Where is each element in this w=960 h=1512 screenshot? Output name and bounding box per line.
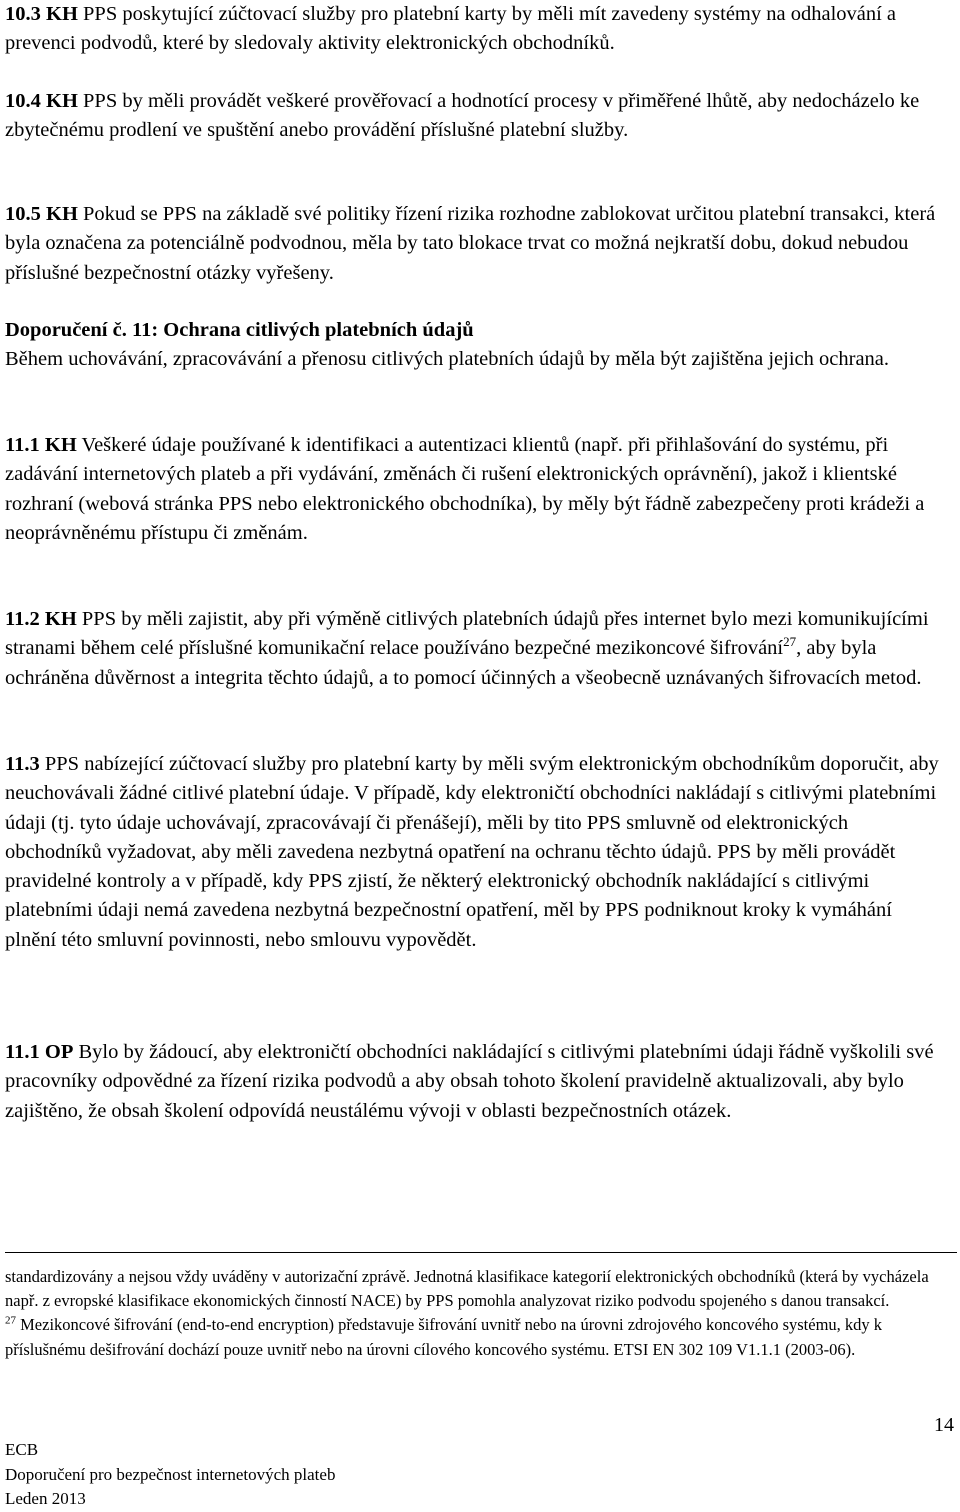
paragraph-text: Bylo by žádoucí, aby elektroničtí obchodníci nakládající s citlivými platebními údaji řádně vyškolili své pracovníky odpovědné za řízení rizika podvodů a aby obsah tohoto školení pravidelně aktualizovali, aby bylo zajištěno, že obsah školení odpovídá neustálému vývoji v oblasti bezpečnostních otázek. [5,1041,934,1122]
paragraph-text: PPS by měli zajistit, aby při výměně citlivých platebních údajů přes internet bylo mezi komunikujícími stranami během celé příslušné komunikační relace používáno bezpečné mezikoncové šifrování [5,608,929,660]
paragraph-10-3 [5,0,940,59]
paragraph-10-5 [5,200,940,288]
section-tag: OP [44,1041,74,1063]
section-number: 11.1 [5,434,40,456]
section-number: 10.3 [5,3,41,25]
paragraph-11-1-kh [5,431,940,548]
footer-date: Leden 2013 [5,1489,86,1508]
section-number: 11.3 [5,753,40,775]
section-tag: KH [46,203,78,225]
footnote-continuation: standardizovány a nejsou vždy uváděny v autorizační zprávě. Jednotná klasifikace kategorií elektronických obchodníků (která by vycházela např. z evropské klasifikace ekonomických činností NACE) by PPS pomohla analyzovat riziko podvodu spojeného s danou transakcí. [5,1267,929,1311]
paragraph-10-4 [5,87,940,146]
paragraph-11-2 [5,605,940,693]
recommendation-heading: Doporučení č. 11: Ochrana citlivých platebních údajů [5,319,474,341]
recommendation-11 [5,316,940,375]
paragraph-11-3 [5,750,940,955]
section-tag: KH [46,90,78,112]
page-number: 14 [934,1414,954,1436]
section-tag: KH [44,608,77,630]
section-number: 11.1 [5,1041,40,1063]
paragraph-text-continued: , aby byla ochráněna důvěrnost a integrita těchto údajů, a to pomocí účinných a všeobecně uznávaných šifrovacích metod. [5,637,922,689]
section-number: 10.4 [5,90,41,112]
paragraph-text: Pokud se PPS na základě své politiky řízení rizika rozhodne zablokovat určitou platební transakci, která byla označena za potenciálně podvodnou, měla by tato blokace trvat co možná nejkratší dobu, dokud nebudou příslušné bezpečnostní otázky vyřešeny. [5,203,936,284]
footnote-number: 27 [5,1314,16,1327]
footnotes [5,1265,950,1362]
page-footer [5,1438,335,1512]
recommendation-text: Během uchovávání, zpracovávání a přenosu citlivých platebních údajů by měla být zajištěna jejich ochrana. [5,348,890,371]
paragraph-11-1-op [5,1038,940,1126]
section-number: 11.2 [5,608,40,630]
section-tag: KH [44,434,77,456]
paragraph-text: PPS nabízející zúčtovací služby pro platební karty by měli svým elektronickým obchodníkům doporučit, aby neuchovávali žádné citlivé platební údaje. V případě, kdy elektroničtí obchodníci nakládají s citlivými platebními údaji (tj. tyto údaje uchovávají, zpracovávají či přenášejí), měli by tito PPS smluvně od elektronických obchodníků vyžadovat, aby měli zavedena nezbytná opatření na ochranu těchto údajů. PPS by měli provádět pravidelné kontroly a v případě, kdy PPS zjistí, že některý elektronický obchodník nakládající s citlivými platebními údaji nemá zavedena nezbytná bezpečnostní opatření, měl by PPS podniknout kroky k vymáhání plnění této smluvní povinnosti, nebo smlouvu vypovědět. [5,753,939,951]
section-tag: KH [46,3,78,25]
footer-organization: ECB [5,1440,39,1459]
footnote-27 [5,1313,950,1361]
paragraph-text: Veškeré údaje používané k identifikaci a autentizaci klientů (např. při přihlašování do systému, při zadávání internetových plateb a při vydávání, změnách či rušení elektronických oprávnění), jakož i klientské rozhraní (webová stránka PPS nebo elektronického obchodníka), by měly být řádně zabezpečeny proti krádeži a neoprávněnému přístupu či změnám. [5,434,925,544]
footnote-text: Mezikoncové šifrování (end-to-end encryption) představuje šifrování uvnitř nebo na úrovni zdrojového koncového systému, kdy k příslušnému dešifrování dochází pouze uvnitř nebo na úrovni cílového koncového systému. ETSI EN 302 109 V1.1.1 (2003-06). [5,1315,883,1359]
paragraph-text: PPS by měli provádět veškeré prověřovací a hodnotící procesy v přiměřené lhůtě, aby nedocházelo ke zbytečnému prodlení ve spuštění anebo provádění příslušné platební služby. [5,90,920,142]
footnote-ref-27[interactable]: 27 [783,634,797,650]
footer-document-title: Doporučení pro bezpečnost internetových plateb [5,1464,336,1484]
footnote-divider [5,1252,957,1253]
paragraph-text: PPS poskytující zúčtovací služby pro platební karty by měli mít zavedeny systémy na odhalování a prevenci podvodů, které by sledovaly aktivity elektronických obchodníků. [5,3,897,55]
section-number: 10.5 [5,203,41,225]
